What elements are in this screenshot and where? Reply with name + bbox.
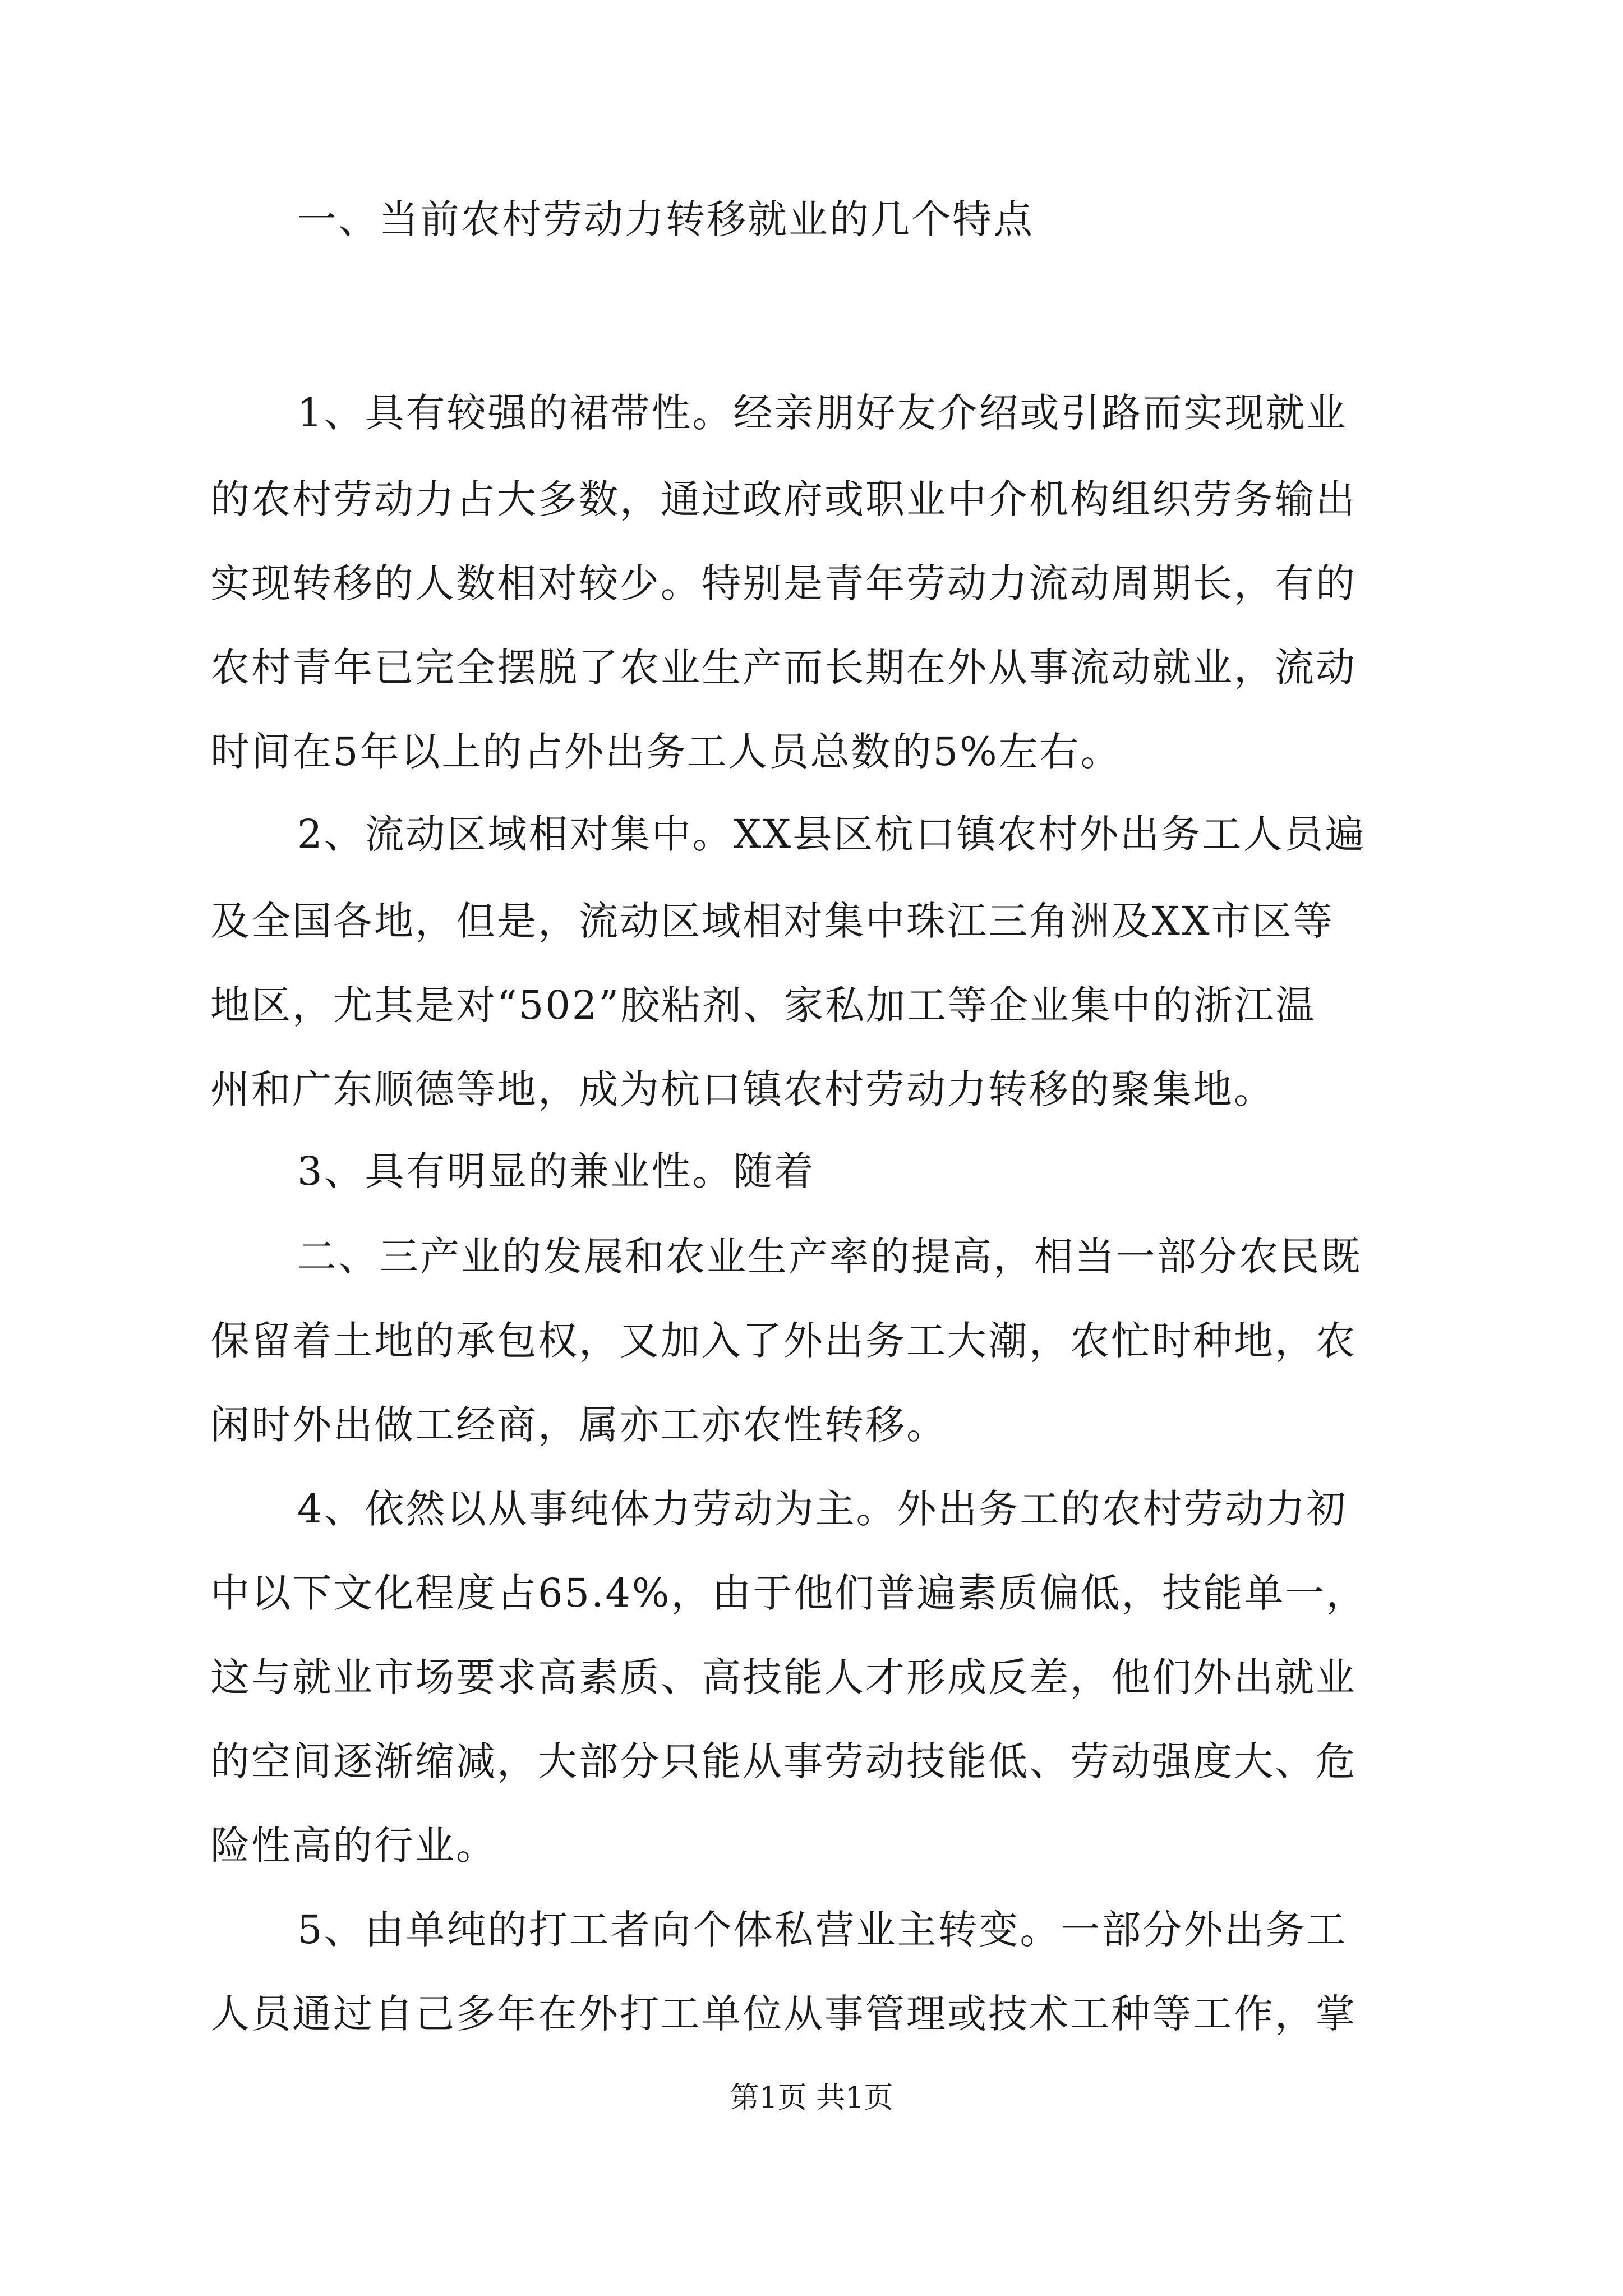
page-number: 第1页 共1页 (730, 2081, 893, 2115)
paragraph-line: 的空间逐渐缩减，大部分只能从事劳动技能低、劳动强度大、危 (210, 1738, 1357, 1784)
paragraph-line: 2、流动区域相对集中。XX县区杭口镇农村外出务工人员遍 (297, 811, 1366, 857)
paragraph-line: 中以下文化程度占65.4%，由于他们普遍素质偏低，技能单一， (210, 1570, 1367, 1616)
paragraph-line: 4、依然以从事纯体力劳动为主。外出务工的农村劳动力初 (297, 1486, 1348, 1532)
paragraph-line: 1、具有较强的裙带性。经亲朋好友介绍或引路而实现就业 (297, 390, 1348, 436)
paragraph-line: 实现转移的人数相对较少。特别是青年劳动力流动周期长，有的 (210, 560, 1357, 606)
paragraph-line: 二、三产业的发展和农业生产率的提高，相当一部分农民既 (297, 1234, 1362, 1280)
paragraph-line: 闲时外出做工经商，属亦工亦农性转移。 (210, 1402, 947, 1448)
paragraph-line: 这与就业市场要求高素质、高技能人才形成反差，他们外出就业 (210, 1654, 1357, 1700)
paragraph-line: 及全国各地，但是，流动区域相对集中珠江三角洲及XX市区等 (210, 898, 1334, 944)
paragraph-line: 的农村劳动力占大多数，通过政府或职业中介机构组织劳务输出 (210, 476, 1357, 522)
paragraph-line: 险性高的行业。 (210, 1823, 497, 1869)
paragraph-line: 农村青年已完全摆脱了农业生产而长期在外从事流动就业，流动 (210, 645, 1357, 691)
paragraph-line: 3、具有明显的兼业性。随着 (297, 1148, 815, 1194)
paragraph-line: 州和广东顺德等地，成为杭口镇农村劳动力转移的聚集地。 (210, 1066, 1275, 1112)
paragraph-line: 保留着土地的承包权，又加入了外出务工大潮，农忙时种地，农 (210, 1318, 1357, 1364)
paragraph-line: 时间在5年以上的占外出务工人员总数的5%左右。 (210, 729, 1122, 775)
section-heading: 一、当前农村劳动力转移就业的几个特点 (297, 196, 1034, 242)
paragraph-line: 地区，尤其是对“502”胶粘剂、家私加工等企业集中的浙江温 (210, 982, 1317, 1028)
paragraph-line: 人员通过自己多年在外打工单位从事管理或技术工种等工作，掌 (210, 1991, 1357, 2037)
paragraph-line: 5、由单纯的打工者向个体私营业主转变。一部分外出务工 (297, 1907, 1348, 1953)
